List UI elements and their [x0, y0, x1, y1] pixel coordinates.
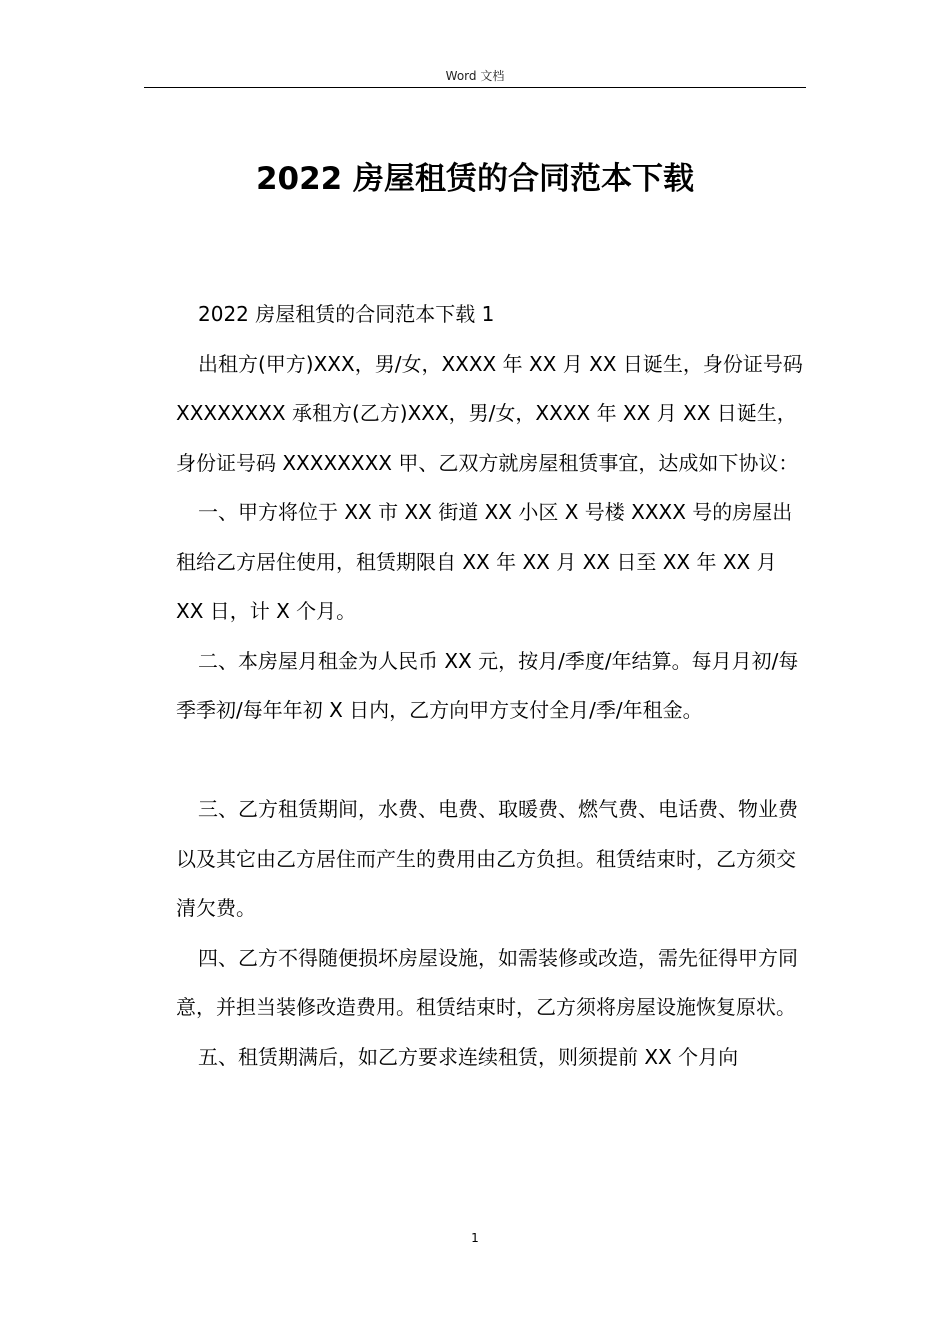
paragraph-clause-3: 三、乙方租赁期间，水费、电费、取暖费、燃气费、电话费、物业费以及其它由乙方居住而产生的费用由乙方负担。租赁结束时，乙方须交清欠费。: [176, 797, 798, 920]
paragraph-clause-5: 五、租赁期满后，如乙方要求连续租赁，则须提前 XX 个月向: [198, 1044, 739, 1069]
document-body: [176, 290, 808, 1082]
paragraph-clause-4: 四、乙方不得随便损坏房屋设施，如需装修或改造，需先征得甲方同意，并担当装修改造费用。租赁结束时，乙方须将房屋设施恢复原状。: [176, 945, 798, 1019]
page-number: 1: [471, 1231, 479, 1245]
paragraph-spacer: [176, 736, 808, 786]
paragraph-clause-2: 二、本房屋月租金为人民币 XX 元，按月/季度/年结算。每月月初/每季季初/每年年初 X 日内，乙方向甲方支付全月/季/年租金。: [176, 648, 799, 722]
section-heading: 2022 房屋租赁的合同范本下载 1: [198, 302, 495, 326]
paragraph-parties: 出租方(甲方)XXX，男/女，XXXX 年 XX 月 XX 日诞生，身份证号码 XXXXXXXX 承租方(乙方)XXX，男/女，XXXX 年 XX 月 XX 日诞生，身份证号码 XXXXXXXX 甲、乙双方就房屋租赁事宜，达成如下协议：: [176, 351, 803, 475]
page-header: Word 文档: [445, 69, 505, 83]
document-title: 2022 房屋租赁的合同范本下载: [255, 161, 695, 197]
header-divider: [144, 87, 806, 88]
paragraph-clause-1: 一、甲方将位于 XX 市 XX 街道 XX 小区 X 号楼 XXXX 号的房屋出租给乙方居住使用，租赁期限自 XX 年 XX 月 XX 日至 XX 年 XX 月 XX 日，计 X 个月。: [176, 500, 793, 623]
